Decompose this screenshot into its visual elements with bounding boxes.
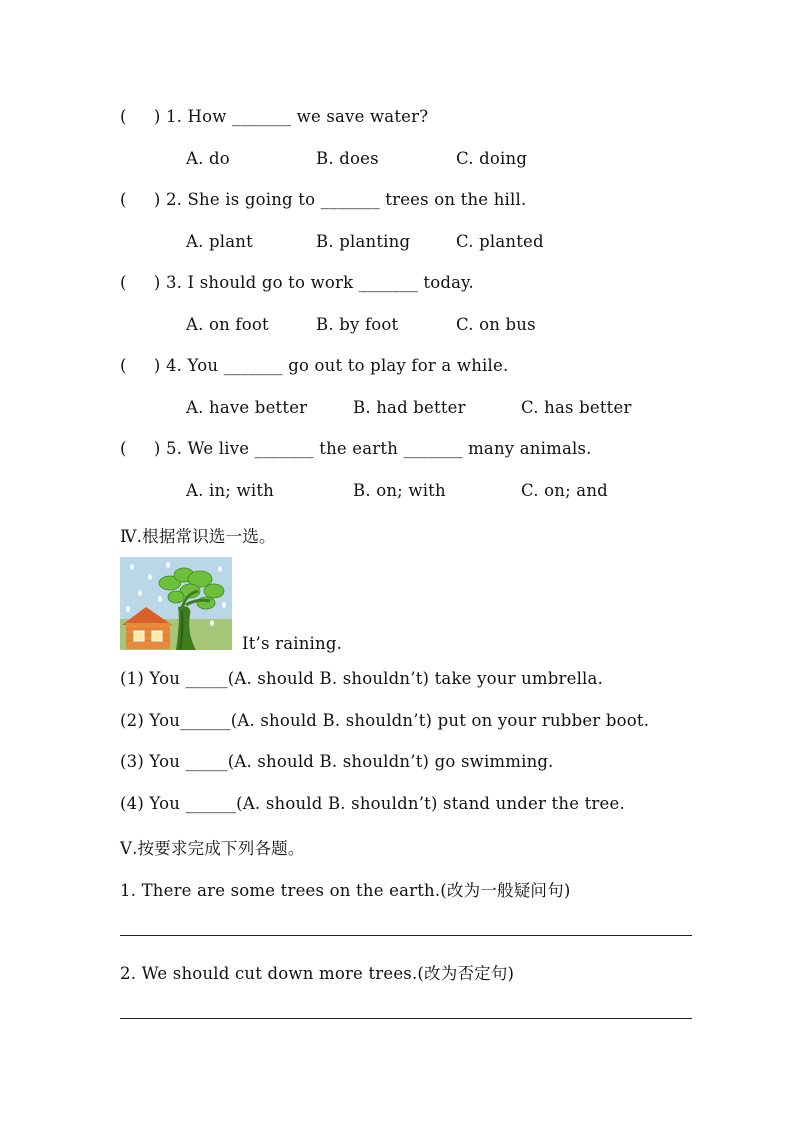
option-c: C. doing [456, 149, 528, 168]
section-5-heading: Ⅴ.按要求完成下列各题。 [120, 839, 305, 858]
option-c: C. on bus [456, 315, 536, 334]
option-b: B. had better [353, 398, 466, 417]
option-a: A. plant [186, 232, 253, 251]
option-b: B. does [316, 149, 379, 168]
fill-in-item-1: (1) You _____(A. should B. shouldn’t) take your umbrella. [120, 669, 604, 688]
option-a: A. have better [186, 398, 308, 417]
question-stem: ( ) 5. We live _______ the earth _______ many animals. [120, 439, 592, 458]
question-stem: ( ) 2. She is going to _______ trees on the hill. [120, 190, 527, 209]
transform-item-2: 2. We should cut down more trees.(改为否定句) [120, 964, 515, 983]
transform-item-1: 1. There are some trees on the earth.(改为一般疑问句) [120, 881, 571, 900]
question-stem: ( ) 4. You _______ go out to play for a while. [120, 356, 509, 375]
fill-in-item-3: (3) You _____(A. should B. shouldn’t) go swimming. [120, 752, 554, 771]
option-c: C. on; and [521, 481, 608, 500]
option-b: B. on; with [353, 481, 446, 500]
answer-line-1 [120, 935, 692, 936]
picture-caption: It’s raining. [242, 634, 343, 653]
fill-in-item-2: (2) You______(A. should B. shouldn’t) put on your rubber boot. [120, 711, 650, 730]
fill-in-item-4: (4) You ______(A. should B. shouldn’t) stand under the tree. [120, 794, 625, 813]
option-b: B. planting [316, 232, 411, 251]
option-a: A. in; with [186, 481, 274, 500]
question-stem: ( ) 1. How _______ we save water? [120, 107, 429, 126]
question-stem: ( ) 3. I should go to work _______ today. [120, 273, 474, 292]
section-4-heading: Ⅳ.根据常识选一选。 [120, 527, 276, 546]
option-b: B. by foot [316, 315, 399, 334]
option-a: A. on foot [186, 315, 269, 334]
rain-tree-house-illustration [120, 557, 232, 650]
option-c: C. planted [456, 232, 544, 251]
option-a: A. do [186, 149, 230, 168]
option-c: C. has better [521, 398, 632, 417]
answer-line-2 [120, 1018, 692, 1019]
